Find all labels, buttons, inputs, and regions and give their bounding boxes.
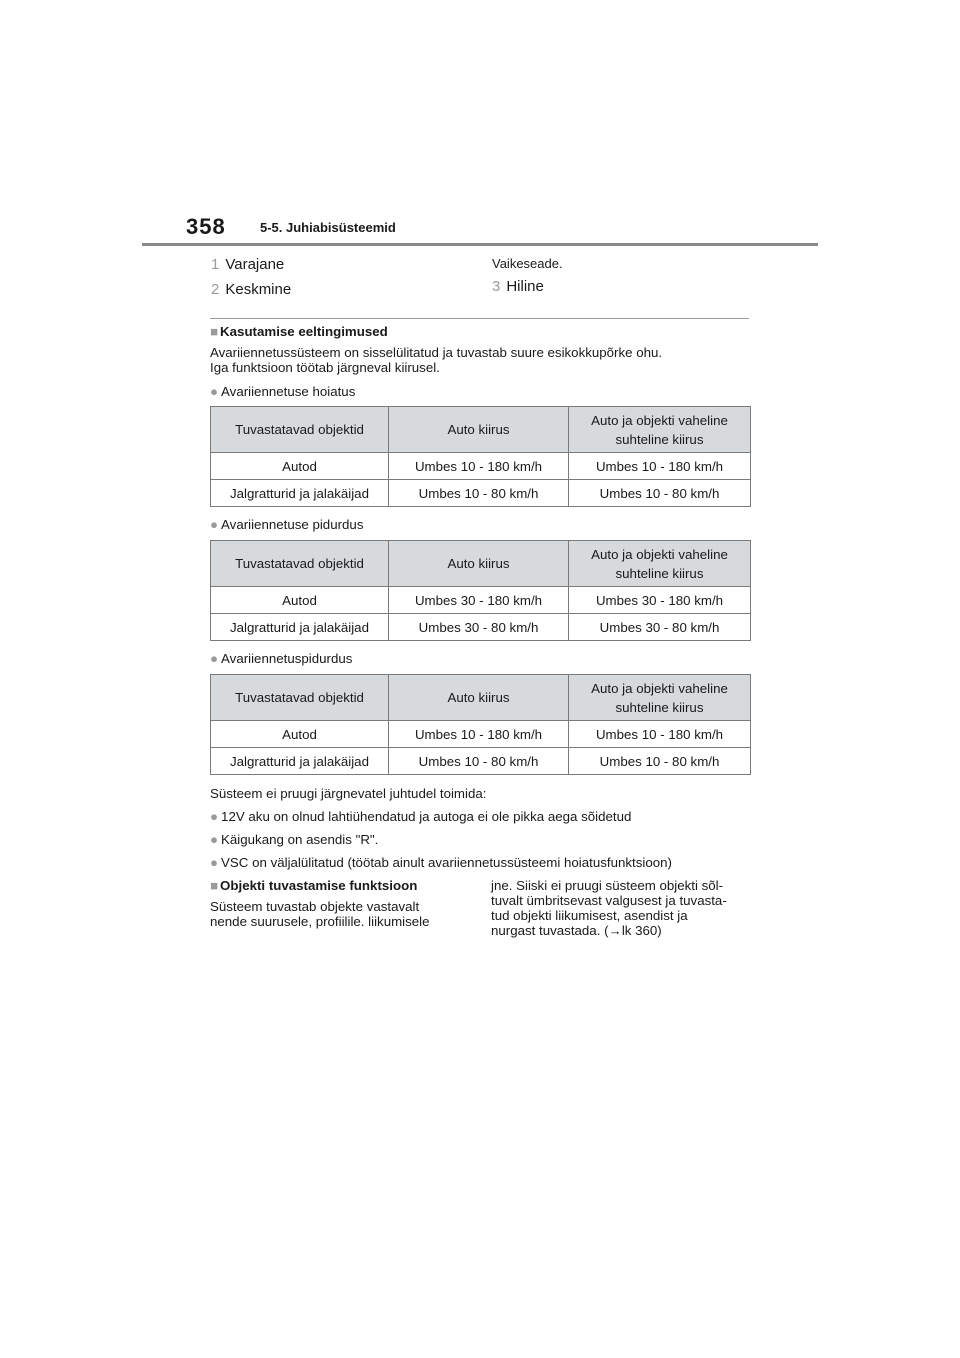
table-header-cell: Tuvastatavad objektid bbox=[211, 541, 389, 587]
conditions-section bbox=[210, 324, 750, 375]
table-cell: Umbes 10 - 180 km/h bbox=[389, 453, 569, 480]
content-rule bbox=[210, 318, 749, 319]
table-header-row bbox=[211, 407, 751, 453]
option-number: 3 bbox=[492, 278, 501, 295]
square-bullet-icon: ■ bbox=[210, 324, 219, 339]
list-item bbox=[210, 832, 750, 847]
table-cell: Umbes 30 - 80 km/h bbox=[569, 614, 751, 641]
option-3 bbox=[492, 278, 544, 295]
conditions-heading bbox=[210, 324, 750, 339]
table-header-cell: Tuvastatavad objektid bbox=[211, 407, 389, 453]
table-cell: Umbes 30 - 180 km/h bbox=[569, 587, 751, 614]
circle-bullet-icon: ● bbox=[210, 651, 219, 666]
table-header-cell: Auto ja objekti vaheline suhteline kiirus bbox=[569, 541, 751, 587]
table-caption bbox=[210, 517, 750, 532]
default-setting-note: Vaikeseade. bbox=[492, 256, 563, 271]
detection-left-column bbox=[210, 878, 470, 929]
speed-table-braking bbox=[210, 540, 751, 641]
table-header-cell: Auto ja objekti vaheline suhteline kiirus bbox=[569, 675, 751, 721]
conditions-heading-text: Kasutamise eeltingimused bbox=[220, 324, 388, 339]
table-cell: Umbes 30 - 80 km/h bbox=[389, 614, 569, 641]
detection-text-line: tud objekti liikumisest, asendist ja bbox=[491, 908, 688, 923]
table-cell: Umbes 10 - 180 km/h bbox=[569, 721, 751, 748]
page-number: 358 bbox=[186, 214, 226, 239]
table-cell: Umbes 10 - 180 km/h bbox=[389, 721, 569, 748]
list-item-text: VSC on väljalülitatud (töötab ainult avariiennetussüsteemi hoiatusfunktsioon) bbox=[221, 855, 672, 870]
option-2 bbox=[211, 281, 291, 298]
table-header-cell: Auto kiirus bbox=[389, 407, 569, 453]
table-cell: Autod bbox=[211, 721, 389, 748]
conditions-text-2: Iga funktsioon töötab järgneval kiirusel. bbox=[210, 360, 440, 375]
list-item-text: 12V aku on olnud lahtiühendatud ja autoga ei ole pikka aega sõidetud bbox=[221, 809, 632, 824]
table-row bbox=[211, 721, 751, 748]
table-cell: Jalgratturid ja jalakäijad bbox=[211, 748, 389, 775]
circle-bullet-icon: ● bbox=[210, 809, 219, 824]
table-header-row bbox=[211, 675, 751, 721]
detection-heading bbox=[210, 878, 470, 893]
table-cell: Umbes 30 - 180 km/h bbox=[389, 587, 569, 614]
option-label: Hiline bbox=[506, 278, 544, 295]
list-item bbox=[210, 809, 750, 824]
speed-table-preventive-braking bbox=[210, 674, 751, 775]
table-cell: Umbes 10 - 80 km/h bbox=[389, 480, 569, 507]
circle-bullet-icon: ● bbox=[210, 384, 219, 399]
detection-text-line: jne. Siiski ei pruugi süsteem objekti sõl- bbox=[491, 878, 724, 893]
table-header-row bbox=[211, 541, 751, 587]
list-item bbox=[210, 855, 750, 870]
table-cell: Autod bbox=[211, 587, 389, 614]
table-cell: Autod bbox=[211, 453, 389, 480]
caption-text: Avariiennetuse pidurdus bbox=[221, 517, 364, 532]
table-row bbox=[211, 480, 751, 507]
option-label: Keskmine bbox=[225, 281, 292, 298]
option-label: Varajane bbox=[225, 256, 285, 273]
table-cell: Umbes 10 - 80 km/h bbox=[389, 748, 569, 775]
table-cell: Jalgratturid ja jalakäijad bbox=[211, 614, 389, 641]
list-item-text: Käigukang on asendis "R". bbox=[221, 832, 379, 847]
detection-heading-text: Objekti tuvastamise funktsioon bbox=[220, 878, 418, 893]
table-caption bbox=[210, 384, 750, 399]
table-header-cell: Auto ja objekti vaheline suhteline kiirus bbox=[569, 407, 751, 453]
table-row bbox=[211, 748, 751, 775]
circle-bullet-icon: ● bbox=[210, 517, 219, 532]
table-row bbox=[211, 453, 751, 480]
detection-right-column bbox=[491, 878, 751, 938]
table-row bbox=[211, 587, 751, 614]
speed-table-warning bbox=[210, 406, 751, 507]
table-header-cell: Tuvastatavad objektid bbox=[211, 675, 389, 721]
table-row bbox=[211, 614, 751, 641]
option-1 bbox=[211, 256, 284, 273]
table-cell: Umbes 10 - 80 km/h bbox=[569, 480, 751, 507]
circle-bullet-icon: ● bbox=[210, 832, 219, 847]
detection-text-line: tuvalt ümbritsevast valgusest ja tuvasta- bbox=[491, 893, 727, 908]
option-number: 2 bbox=[211, 281, 220, 298]
table-caption bbox=[210, 651, 750, 666]
table-header-cell: Auto kiirus bbox=[389, 541, 569, 587]
table-cell: Umbes 10 - 80 km/h bbox=[569, 748, 751, 775]
circle-bullet-icon: ● bbox=[210, 855, 219, 870]
detection-text-line: nende suurusele, profiilile. liikumisele bbox=[210, 914, 430, 929]
caption-text: Avariiennetuspidurdus bbox=[221, 651, 353, 666]
limitations-section bbox=[210, 786, 750, 870]
option-number: 1 bbox=[211, 256, 220, 273]
square-bullet-icon: ■ bbox=[210, 878, 219, 893]
table-cell: Umbes 10 - 180 km/h bbox=[569, 453, 751, 480]
table-header-cell: Auto kiirus bbox=[389, 675, 569, 721]
section-title: 5-5. Juhiabisüsteemid bbox=[260, 220, 396, 235]
detection-text-line: Süsteem tuvastab objekte vastavalt bbox=[210, 899, 420, 914]
table-cell: Jalgratturid ja jalakäijad bbox=[211, 480, 389, 507]
conditions-text-1: Avariiennetussüsteem on sisselülitatud ja tuvastab suure esikokkupõrke ohu. bbox=[210, 345, 663, 360]
detection-text-line: nurgast tuvastada. (→lk 360) bbox=[491, 923, 662, 938]
limitations-intro: Süsteem ei pruugi järgnevatel juhtudel toimida: bbox=[210, 786, 487, 801]
header-rule bbox=[142, 243, 818, 246]
caption-text: Avariiennetuse hoiatus bbox=[221, 384, 356, 399]
